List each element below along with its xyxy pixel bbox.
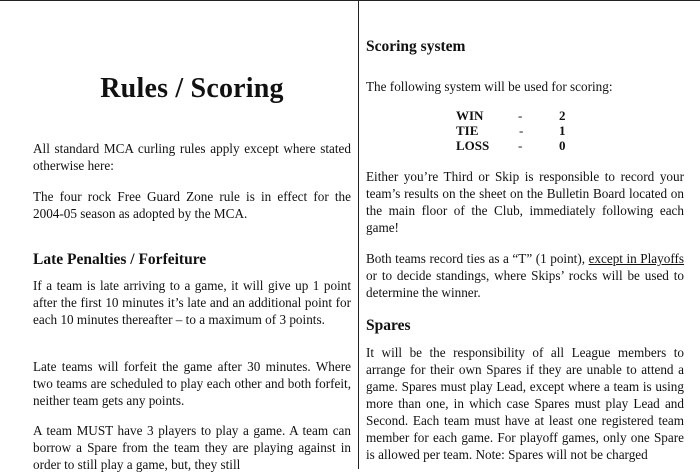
late-paragraph-3: A team MUST have 3 players to play a game. A team can borrow a Spare from the team they are playing against in order to still play a game, but, they still bbox=[33, 423, 351, 472]
scoring-system-heading: Scoring system bbox=[366, 38, 466, 55]
ties-underlined-text: except in Playoffs bbox=[588, 251, 685, 266]
page-title: Rules / Scoring bbox=[100, 73, 284, 104]
score-value: 0 bbox=[559, 138, 566, 153]
score-value: 1 bbox=[559, 123, 566, 138]
score-label: TIE bbox=[456, 123, 479, 138]
score-dash: - bbox=[518, 108, 523, 123]
ties-text-start: Both teams record ties as a “T” (1 point), bbox=[366, 251, 589, 266]
intro-paragraph: All standard MCA curling rules apply except where stated otherwise here: bbox=[33, 141, 351, 173]
score-row-loss bbox=[456, 138, 566, 153]
late-penalties-heading: Late Penalties / Forfeiture bbox=[33, 251, 207, 268]
late-paragraph-1: If a team is late arriving to a game, it will give up 1 point after the first 10 minutes it’s late and an additional point for each 10 minutes thereafter – to a maximum of 3 points. bbox=[33, 278, 351, 327]
column-divider bbox=[358, 1, 359, 469]
score-label: LOSS bbox=[456, 138, 490, 153]
record-results-paragraph: Either you’re Third or Skip is responsible to record your team’s results on the sheet on the Bulletin Board located on the main floor of the Club, immediately following each game! bbox=[366, 169, 684, 235]
score-table bbox=[456, 108, 566, 153]
fgz-paragraph: The four rock Free Guard Zone rule is in effect for the 2004-05 season as adopted by the MCA. bbox=[33, 189, 351, 221]
score-row-tie bbox=[456, 123, 566, 138]
ties-paragraph bbox=[366, 250, 684, 301]
spares-paragraph: It will be the responsibility of all League members to arrange for their own Spares if they are unable to attend a game. Spares must play Lead, except where a team is using more than one, in which case Spares must play Lead and Second. Each team must have at least one registered team member for each game. For playoff games, only one Spare is allowed per team. Note: Spares will not be charged bbox=[366, 345, 684, 462]
late-paragraph-2: Late teams will forfeit the game after 30 minutes. Where two teams are scheduled to play each other and both forfeit, neither team gets any points. bbox=[33, 359, 351, 408]
score-label: WIN bbox=[456, 108, 484, 123]
score-dash: - bbox=[518, 138, 523, 153]
score-value: 2 bbox=[559, 108, 566, 123]
spares-heading: Spares bbox=[366, 317, 411, 334]
score-row-win bbox=[456, 108, 566, 123]
score-dash: - bbox=[519, 123, 524, 138]
scoring-intro: The following system will be used for scoring: bbox=[366, 79, 613, 94]
ties-text-end: or to decide standings, where Skips’ rocks will be used to determine the winner. bbox=[366, 268, 684, 300]
